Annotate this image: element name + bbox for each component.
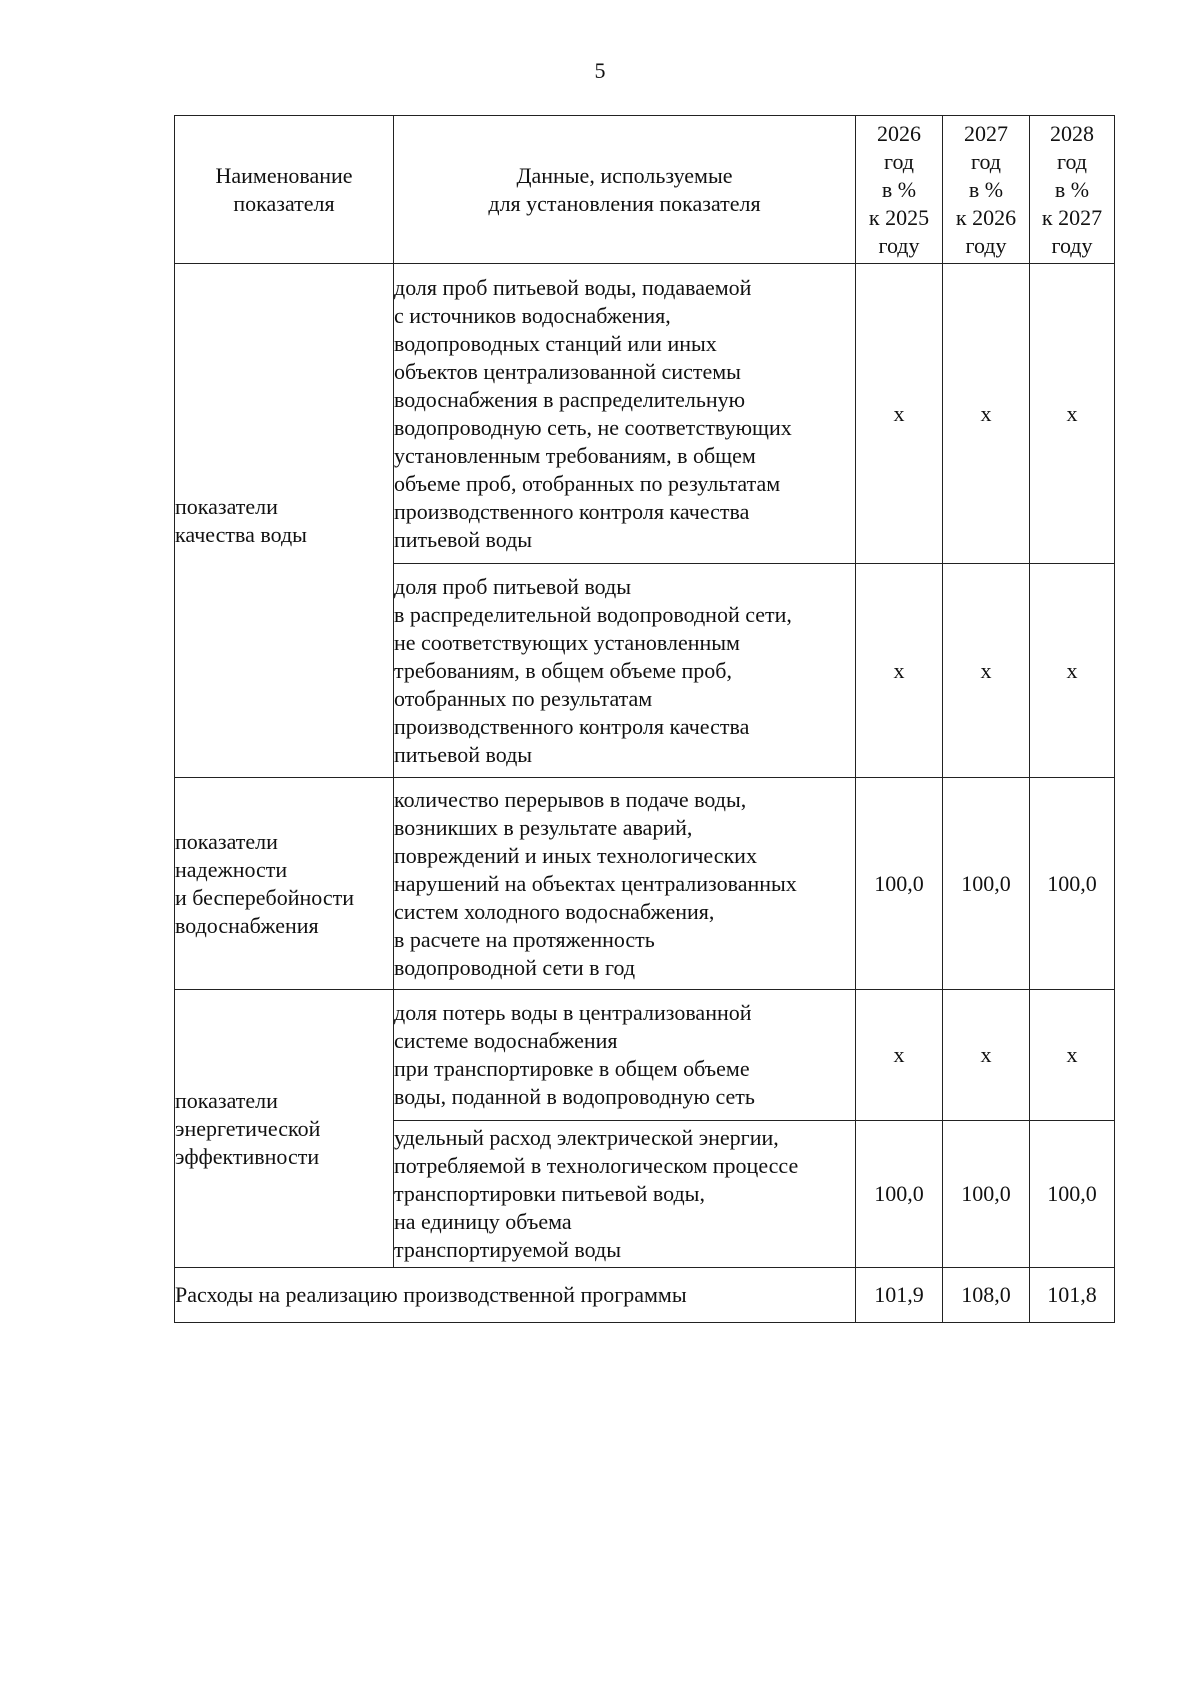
data-line: на единицу объема bbox=[394, 1209, 572, 1234]
header-year-line: к 2026 bbox=[955, 204, 1017, 230]
header-year-line: году bbox=[878, 232, 920, 258]
total-value-cell: 108,0 bbox=[943, 1268, 1030, 1323]
value-cell: х bbox=[856, 990, 943, 1121]
header-year-line: в % bbox=[1054, 176, 1090, 202]
value-cell: х bbox=[1030, 264, 1115, 564]
data-line: систем холодного водоснабжения, bbox=[394, 898, 715, 924]
data-line: объеме проб, отобранных по результатам bbox=[394, 470, 781, 496]
data-line: водопроводную сеть, не соответствующих bbox=[394, 414, 792, 440]
data-line: объектов централизованной системы bbox=[394, 358, 741, 384]
header-year-line: к 2025 bbox=[868, 204, 930, 230]
value-cell: х bbox=[943, 990, 1030, 1121]
header-year-line: году bbox=[965, 232, 1007, 258]
header-name-line: показателя bbox=[233, 190, 335, 216]
header-year-line: году bbox=[1051, 232, 1093, 258]
table-header-row bbox=[175, 116, 1115, 264]
value-cell: х bbox=[856, 564, 943, 778]
data-line: воды, поданной в водопроводную сеть bbox=[394, 1084, 755, 1109]
value-cell: 100,0 bbox=[1030, 778, 1115, 990]
data-line: нарушений на объектах централизованных bbox=[394, 870, 797, 896]
group-name-line: качества воды bbox=[175, 521, 307, 547]
header-year-line: год bbox=[883, 148, 915, 174]
header-year-line: в % bbox=[968, 176, 1004, 202]
header-year-line: в % bbox=[881, 176, 917, 202]
data-description-cell bbox=[394, 564, 856, 778]
group-name-line: показатели bbox=[175, 493, 278, 519]
data-description-cell bbox=[394, 990, 856, 1121]
data-line: с источников водоснабжения, bbox=[394, 302, 671, 328]
indicators-table bbox=[174, 115, 1115, 1323]
data-line: доля потерь воды в централизованной bbox=[394, 1000, 752, 1025]
data-line: производственного контроля качества bbox=[394, 498, 750, 524]
data-line: питьевой воды bbox=[394, 741, 533, 767]
header-year-2028 bbox=[1030, 116, 1115, 264]
page-number: 5 bbox=[594, 58, 606, 83]
data-line: в расчете на протяженность bbox=[394, 926, 655, 952]
data-line: системе водоснабжения bbox=[394, 1028, 618, 1053]
data-line: водопроводной сети в год bbox=[394, 954, 636, 980]
group-name-cell bbox=[175, 264, 394, 778]
data-line: в распределительной водопроводной сети, bbox=[394, 601, 792, 627]
data-line: водоснабжения в распределительную bbox=[394, 386, 746, 412]
group-name-line: показатели bbox=[175, 828, 278, 854]
data-line: производственного контроля качества bbox=[394, 713, 750, 739]
value-cell: 100,0 bbox=[1030, 1121, 1115, 1268]
header-year-line: 2026 bbox=[877, 120, 921, 146]
total-value-cell: 101,8 bbox=[1030, 1268, 1115, 1323]
group-name-line: водоснабжения bbox=[175, 912, 319, 938]
total-value-cell: 101,9 bbox=[856, 1268, 943, 1323]
header-year-line: 2028 bbox=[1050, 120, 1094, 146]
header-year-line: год bbox=[970, 148, 1002, 174]
value-cell: х bbox=[1030, 990, 1115, 1121]
data-line: установленным требованиям, в общем bbox=[394, 442, 756, 468]
data-line: при транспортировке в общем объеме bbox=[394, 1056, 750, 1081]
table-row bbox=[175, 990, 1115, 1121]
value-cell: х bbox=[1030, 564, 1115, 778]
header-year-line: год bbox=[1056, 148, 1088, 174]
group-name-line: надежности bbox=[175, 856, 288, 882]
group-name-line: энергетической bbox=[175, 1115, 321, 1141]
data-line: доля проб питьевой воды bbox=[394, 573, 632, 599]
data-line: питьевой воды bbox=[394, 526, 533, 552]
value-cell: 100,0 bbox=[856, 1121, 943, 1268]
header-data-cell bbox=[394, 116, 856, 264]
header-name-line: Наименование bbox=[215, 162, 353, 188]
header-name-cell bbox=[175, 116, 394, 264]
data-description-cell bbox=[394, 1121, 856, 1268]
group-name-line: показатели bbox=[175, 1087, 278, 1113]
header-data-line: Данные, используемые bbox=[516, 162, 733, 188]
table-row bbox=[175, 778, 1115, 990]
data-line: повреждений и иных технологических bbox=[394, 842, 757, 868]
total-row bbox=[175, 1268, 1115, 1323]
group-name-line: эффективности bbox=[175, 1143, 320, 1169]
data-line: требованиям, в общем объеме проб, bbox=[394, 657, 732, 683]
data-line: доля проб питьевой воды, подаваемой bbox=[394, 274, 752, 300]
header-year-2026 bbox=[856, 116, 943, 264]
value-cell: 100,0 bbox=[856, 778, 943, 990]
data-description-cell bbox=[394, 778, 856, 990]
value-cell: 100,0 bbox=[943, 778, 1030, 990]
header-year-line: к 2027 bbox=[1041, 204, 1103, 230]
data-line: удельный расход электрической энергии, bbox=[394, 1125, 779, 1150]
data-line: потребляемой в технологическом процессе bbox=[394, 1153, 799, 1178]
group-name-cell bbox=[175, 990, 394, 1268]
data-description-cell bbox=[394, 264, 856, 564]
group-name-line: и бесперебойности bbox=[175, 884, 354, 910]
header-data-line: для установления показателя bbox=[488, 190, 761, 216]
data-line: возникших в результате аварий, bbox=[394, 814, 693, 840]
data-line: транспортировки питьевой воды, bbox=[394, 1181, 705, 1206]
total-label: Расходы на реализацию производственной программы bbox=[175, 1268, 856, 1323]
group-name-cell bbox=[175, 778, 394, 990]
value-cell: х bbox=[856, 264, 943, 564]
value-cell: х bbox=[943, 264, 1030, 564]
header-year-2027 bbox=[943, 116, 1030, 264]
data-line: транспортируемой воды bbox=[394, 1237, 622, 1262]
header-year-line: 2027 bbox=[964, 120, 1008, 146]
data-line: отобранных по результатам bbox=[394, 685, 653, 711]
value-cell: 100,0 bbox=[943, 1121, 1030, 1268]
data-line: количество перерывов в подаче воды, bbox=[394, 786, 747, 812]
data-line: водопроводных станций или иных bbox=[394, 330, 717, 356]
table-row bbox=[175, 264, 1115, 564]
value-cell: х bbox=[943, 564, 1030, 778]
data-line: не соответствующих установленным bbox=[394, 629, 740, 655]
